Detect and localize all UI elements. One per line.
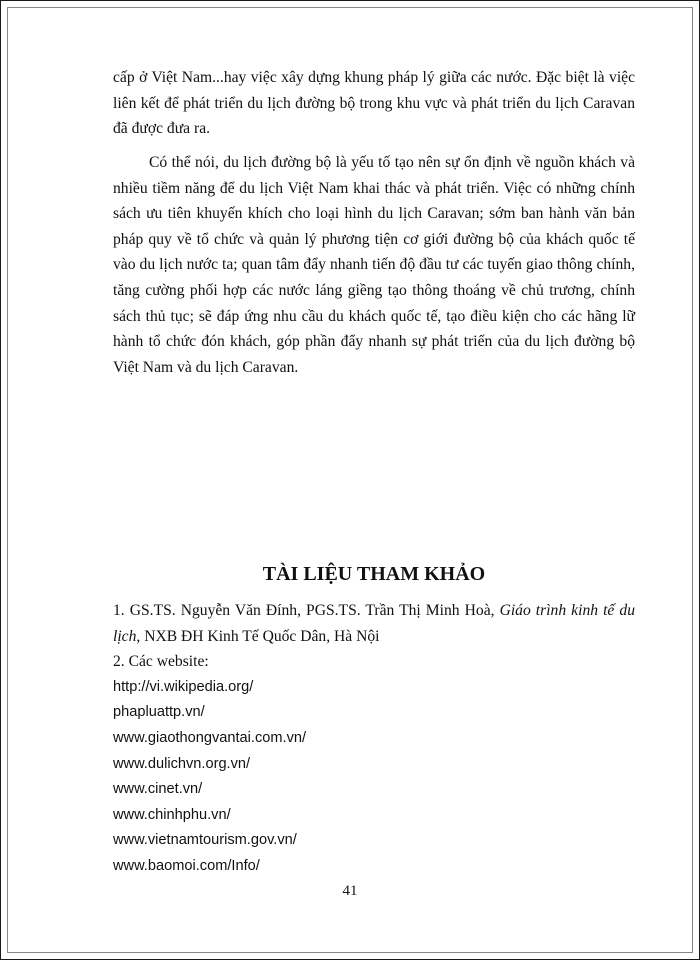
reference-item-1 <box>113 598 635 649</box>
website-link[interactable]: www.baomoi.com/Info/ <box>113 857 260 874</box>
body-paragraph-2 <box>113 150 635 380</box>
website-link[interactable]: www.chinhphu.vn/ <box>113 806 231 823</box>
website-link[interactable]: www.dulichvn.org.vn/ <box>113 755 251 772</box>
page-number: 41 <box>342 883 358 899</box>
references-list <box>113 598 635 880</box>
reference-publisher: , NXB ĐH Kinh Tế Quốc Dân, Hà Nội <box>136 627 380 645</box>
website-link[interactable]: www.vietnamtourism.gov.vn/ <box>113 832 297 849</box>
paragraph-text: Có thể nói, du lịch đường bộ là yếu tố tạo nên sự ổn định về nguồn khách và nhiều tiềm năng để du lịch Việt Nam khai thác và phát triển. Việc có những chính sách ưu tiên khuyến khích cho loại hình du lịch Caravan; sớm ban hành văn bản pháp quy về tổ chức và quản lý phương tiện cơ giới đường bộ của khách quốc tế vào du lịch nước ta; quan tâm đẩy nhanh tiến độ đầu tư các tuyến giao thông chính, tăng cường phối hợp các nước láng giềng tạo thông thoáng về chủ trương, chính sách thủ tục; sẽ đáp ứng nhu cầu du khách quốc tế, tạo điều kiện cho các hãng lữ hành tổ chức đón khách, góp phần đẩy nhanh sự phát triển của du lịch đường bộ Việt Nam và du lịch Caravan. <box>113 154 635 376</box>
reference-title: Giáo trình kinh tế du lịch <box>113 602 635 645</box>
reference-item-2: 2. Các website: <box>113 653 209 671</box>
website-link[interactable]: www.giaothongvantai.com.vn/ <box>113 729 307 746</box>
website-link[interactable]: http://vi.wikipedia.org/ <box>113 678 254 695</box>
website-link[interactable]: www.cinet.vn/ <box>113 781 203 798</box>
paragraph-text: cấp ở Việt Nam...hay việc xây dựng khung pháp lý giữa các nước. Đặc biệt là việc liên kết để phát triển du lịch đường bộ trong khu vực và phát triển du lịch Caravan đã được đưa ra. <box>113 69 635 138</box>
reference-authors: 1. GS.TS. Nguyễn Văn Đính, PGS.TS. Trần Thị Minh Hoà, <box>113 602 500 619</box>
body-paragraph-1 <box>113 65 635 142</box>
website-link[interactable]: phapluattp.vn/ <box>113 704 205 721</box>
references-heading: TÀI LIỆU THAM KHẢO <box>262 563 486 585</box>
